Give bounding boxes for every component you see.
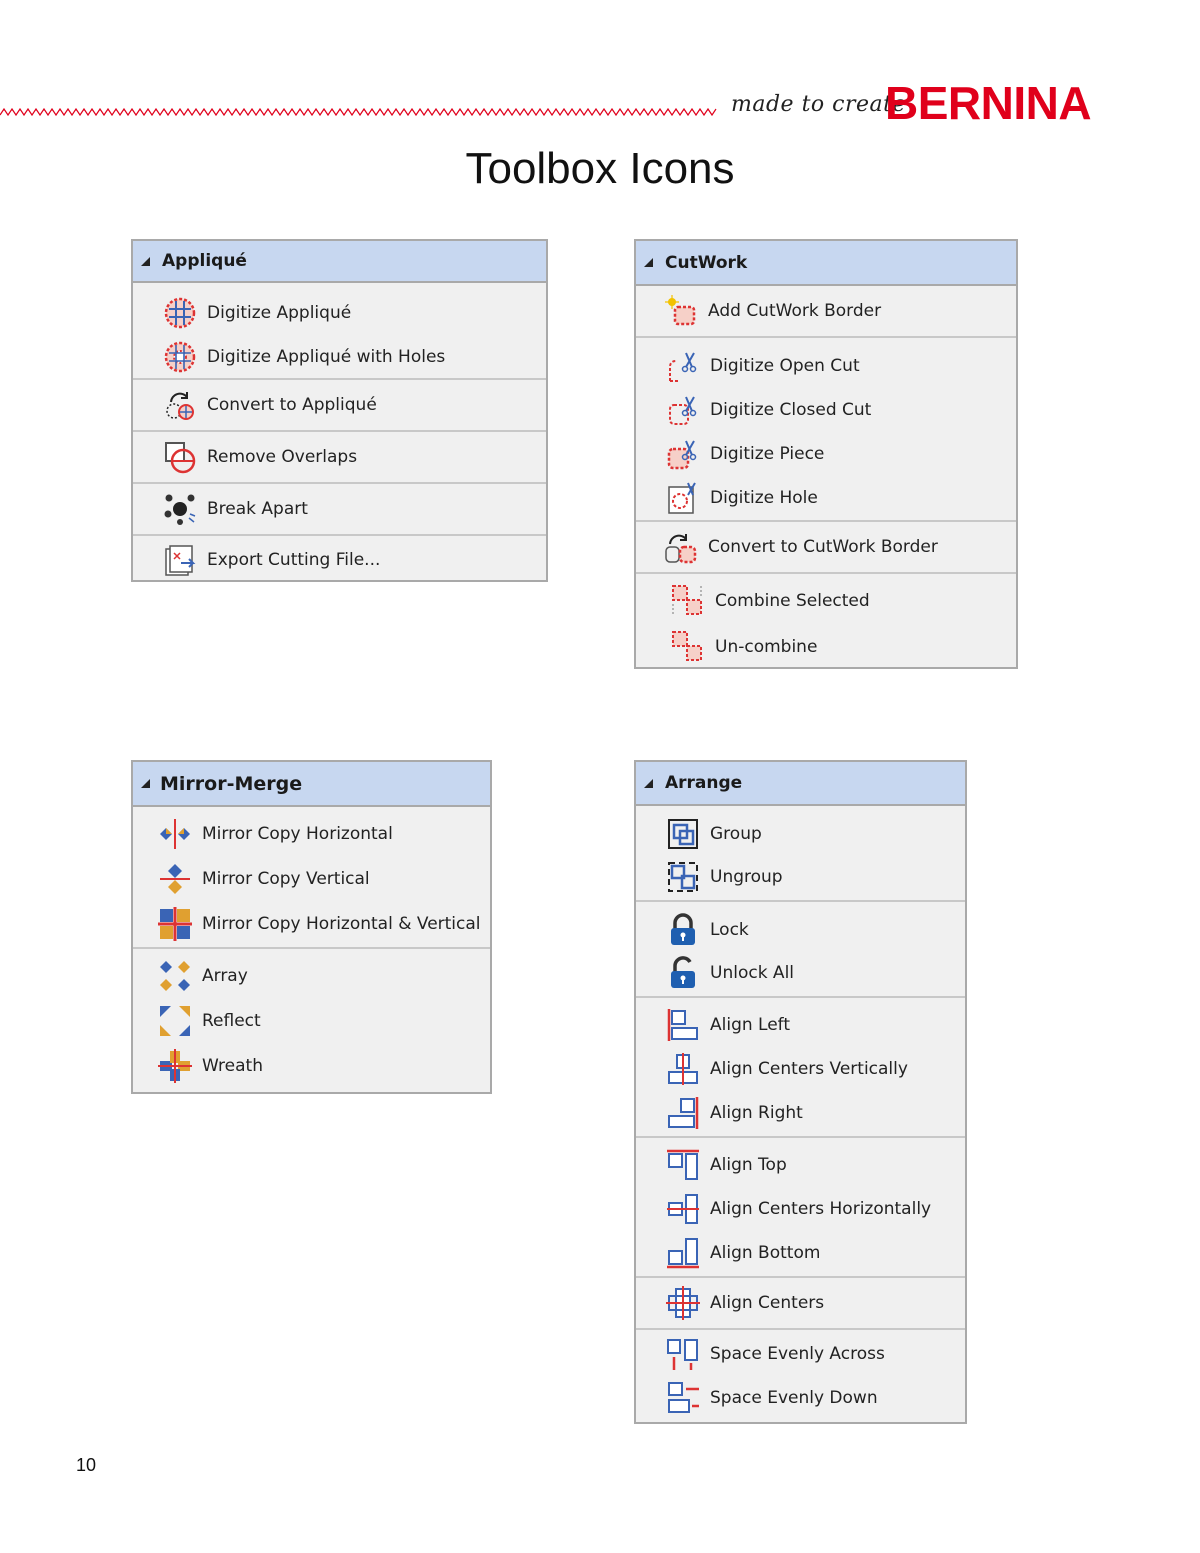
applique-panel: [131, 239, 548, 582]
align-bottom-button[interactable]: Align Bottom: [666, 1231, 965, 1275]
arrange-panel-header[interactable]: [636, 762, 965, 806]
align-top-icon: [666, 1148, 700, 1182]
digitize-open-cut-button[interactable]: Digitize Open Cut: [666, 344, 1016, 388]
digitize-applique-icon: [163, 296, 197, 330]
align-right-icon: [666, 1096, 700, 1130]
brand-logo: BERNINA: [885, 77, 1092, 129]
convert-applique-button[interactable]: Convert to Appliqué: [163, 388, 377, 422]
mirror-copy-horizontal-button[interactable]: Mirror Copy Horizontal: [158, 811, 490, 856]
mirror-merge-panel: [131, 760, 492, 1094]
digitize-applique-button[interactable]: Digitize Appliqué: [163, 291, 546, 335]
uncombine-button[interactable]: Un-combine: [671, 624, 1016, 670]
unlock-all-button[interactable]: Unlock All: [666, 951, 965, 994]
combine-selected-button[interactable]: Combine Selected: [671, 578, 1016, 624]
align-centers-button[interactable]: Align Centers: [666, 1286, 824, 1320]
add-cutwork-border-icon: [664, 294, 698, 328]
align-top-button[interactable]: Align Top: [666, 1143, 965, 1187]
digitize-closed-cut-icon: [666, 393, 700, 427]
convert-applique-icon: [163, 388, 197, 422]
align-left-button[interactable]: Align Left: [666, 1003, 965, 1047]
mirror-copy-horizontal-icon: [158, 817, 192, 851]
cutwork-panel-header[interactable]: [636, 241, 1016, 286]
panel-title: CutWork: [665, 252, 748, 273]
combine-selected-icon: [671, 584, 705, 618]
ungroup-button[interactable]: Ungroup: [666, 855, 965, 898]
panel-title: Appliqué: [162, 251, 247, 271]
align-centers-horizontally-icon: [666, 1192, 700, 1226]
digitize-piece-icon: [666, 437, 700, 471]
digitize-piece-button[interactable]: Digitize Piece: [666, 432, 1016, 476]
mirror-copy-both-button[interactable]: Mirror Copy Horizontal & Vertical: [158, 901, 490, 946]
align-centers-horizontally-button[interactable]: Align Centers Horizontally: [666, 1187, 965, 1231]
break-apart-button[interactable]: Break Apart: [163, 492, 308, 526]
digitize-open-cut-icon: [666, 349, 700, 383]
align-centers-icon: [666, 1286, 700, 1320]
cutwork-panel: [634, 239, 1018, 669]
remove-overlaps-icon: [163, 440, 197, 474]
space-evenly-across-button[interactable]: Space Evenly Across: [666, 1332, 965, 1376]
lock-icon: [666, 913, 700, 947]
digitize-closed-cut-button[interactable]: Digitize Closed Cut: [666, 388, 1016, 432]
group-icon: [666, 817, 700, 851]
mirror-copy-vertical-icon: [158, 862, 192, 896]
array-icon: [158, 959, 192, 993]
add-cutwork-border-button[interactable]: Add CutWork Border: [664, 294, 881, 328]
mirror-merge-panel-header[interactable]: [133, 762, 490, 807]
convert-cutwork-border-button[interactable]: Convert to CutWork Border: [664, 530, 938, 564]
digitize-hole-icon: [666, 481, 700, 515]
wreath-icon: [158, 1049, 192, 1083]
collapse-triangle-icon[interactable]: [644, 779, 653, 788]
mirror-copy-both-icon: [158, 907, 192, 941]
align-right-button[interactable]: Align Right: [666, 1091, 965, 1135]
space-evenly-down-button[interactable]: Space Evenly Down: [666, 1376, 965, 1420]
group-button[interactable]: Group: [666, 812, 965, 855]
page-title: Toolbox Icons: [465, 144, 735, 193]
digitize-applique-holes-icon: [163, 340, 197, 374]
panel-title: Mirror-Merge: [160, 772, 303, 795]
page-number: 10: [76, 1455, 97, 1475]
lock-button[interactable]: Lock: [666, 908, 965, 951]
unlock-icon: [666, 956, 700, 990]
panel-title: Arrange: [665, 773, 743, 793]
array-button[interactable]: Array: [158, 953, 490, 998]
break-apart-icon: [163, 492, 197, 526]
digitize-applique-holes-button[interactable]: Digitize Appliqué with Holes: [163, 335, 546, 379]
reflect-icon: [158, 1004, 192, 1038]
wreath-button[interactable]: Wreath: [158, 1043, 490, 1088]
align-centers-vertically-button[interactable]: Align Centers Vertically: [666, 1047, 965, 1091]
decorative-stitch-line: [0, 106, 718, 118]
ungroup-icon: [666, 860, 700, 894]
uncombine-icon: [671, 630, 705, 664]
space-evenly-across-icon: [666, 1337, 700, 1371]
mirror-copy-vertical-button[interactable]: Mirror Copy Vertical: [158, 856, 490, 901]
space-evenly-down-icon: [666, 1381, 700, 1415]
align-left-icon: [666, 1008, 700, 1042]
align-centers-vertically-icon: [666, 1052, 700, 1086]
applique-panel-header[interactable]: [133, 241, 546, 283]
collapse-triangle-icon[interactable]: [644, 258, 653, 267]
collapse-triangle-icon[interactable]: [141, 257, 150, 266]
brand-tagline: made to create: [731, 92, 906, 117]
export-cutting-file-icon: [163, 543, 197, 577]
reflect-button[interactable]: Reflect: [158, 998, 490, 1043]
remove-overlaps-button[interactable]: Remove Overlaps: [163, 440, 357, 474]
digitize-hole-button[interactable]: Digitize Hole: [666, 476, 1016, 520]
export-cutting-file-button[interactable]: Export Cutting File...: [163, 543, 380, 577]
arrange-panel: [634, 760, 967, 1424]
convert-cutwork-border-icon: [664, 530, 698, 564]
align-bottom-icon: [666, 1236, 700, 1270]
collapse-triangle-icon[interactable]: [141, 779, 150, 788]
